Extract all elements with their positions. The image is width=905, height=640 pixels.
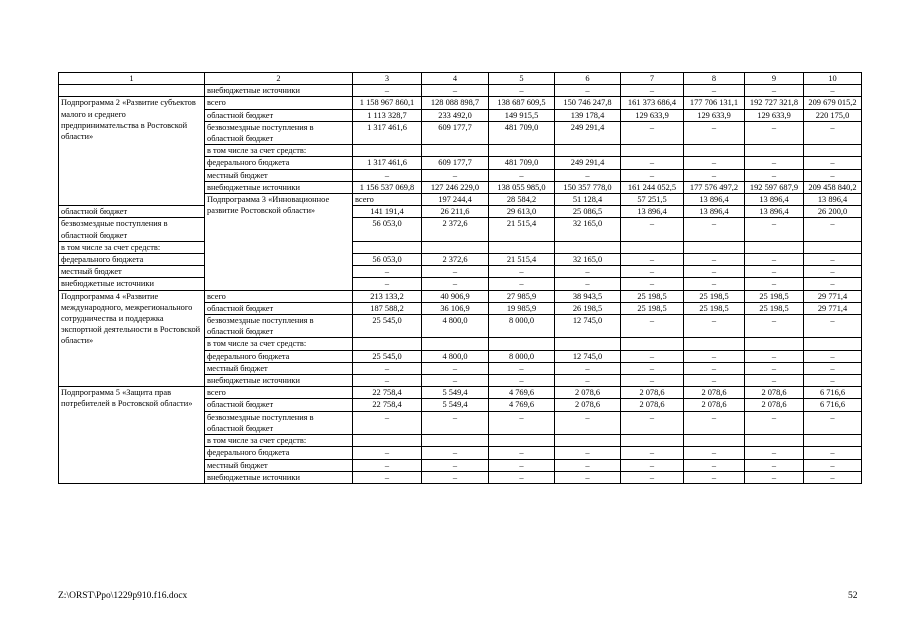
value-cell: 19 985,9 — [489, 302, 555, 314]
funding-source: безвозмездные поступления в областной бюджет — [59, 218, 205, 241]
value-cell: – — [621, 266, 684, 278]
funding-source: безвозмездные поступления в областной бюджет — [205, 121, 353, 144]
value-cell: 1 156 537 069,8 — [353, 181, 422, 193]
value-cell: – — [353, 375, 422, 387]
value-cell: – — [684, 218, 745, 241]
value-cell: – — [621, 350, 684, 362]
value-cell — [489, 145, 555, 157]
value-cell: – — [684, 350, 745, 362]
value-cell: 4 769,6 — [489, 399, 555, 411]
value-cell: 32 165,0 — [555, 254, 621, 266]
value-cell: 4 800,0 — [422, 350, 489, 362]
header-cell: 5 — [489, 73, 555, 85]
value-cell: – — [555, 471, 621, 483]
value-cell — [422, 241, 489, 253]
value-cell: – — [745, 121, 804, 144]
value-cell: 2 078,6 — [555, 387, 621, 399]
value-cell: – — [804, 362, 862, 374]
table-row — [59, 387, 862, 399]
value-cell: – — [684, 266, 745, 278]
funding-source: внебюджетные источники — [205, 85, 353, 97]
value-cell: 6 716,6 — [804, 399, 862, 411]
value-cell: – — [684, 169, 745, 181]
value-cell: 1 317 461,6 — [353, 121, 422, 144]
value-cell — [621, 435, 684, 447]
value-cell: – — [745, 375, 804, 387]
value-cell: 233 492,0 — [422, 109, 489, 121]
value-cell: 249 291,4 — [555, 157, 621, 169]
value-cell: – — [422, 169, 489, 181]
value-cell — [745, 145, 804, 157]
value-cell: – — [804, 121, 862, 144]
value-cell: – — [621, 157, 684, 169]
table-row — [59, 206, 862, 218]
value-cell: – — [422, 471, 489, 483]
funding-source: всего — [205, 290, 353, 302]
value-cell: 25 086,5 — [555, 206, 621, 218]
value-cell: 609 177,7 — [422, 157, 489, 169]
value-cell: – — [745, 85, 804, 97]
value-cell: – — [422, 411, 489, 434]
header-cell: 9 — [745, 73, 804, 85]
value-cell: 29 771,4 — [804, 302, 862, 314]
value-cell: – — [621, 218, 684, 241]
value-cell: – — [422, 459, 489, 471]
value-cell: 220 175,0 — [804, 109, 862, 121]
value-cell: 141 191,4 — [353, 206, 422, 218]
value-cell: 609 177,7 — [422, 121, 489, 144]
value-cell: 129 633,9 — [745, 109, 804, 121]
table-row — [59, 290, 862, 302]
value-cell: – — [422, 278, 489, 290]
value-cell: – — [555, 169, 621, 181]
funding-source: в том числе за счет средств: — [205, 338, 353, 350]
header-cell: 6 — [555, 73, 621, 85]
value-cell: 1 317 461,6 — [353, 157, 422, 169]
value-cell — [422, 145, 489, 157]
value-cell: 161 373 686,4 — [621, 97, 684, 109]
value-cell: 209 679 015,2 — [804, 97, 862, 109]
value-cell: 2 372,6 — [422, 218, 489, 241]
value-cell: 13 896,4 — [804, 194, 862, 206]
value-cell: – — [555, 278, 621, 290]
table-row — [59, 85, 862, 97]
value-cell: 4 800,0 — [422, 315, 489, 338]
value-cell: 2 078,6 — [621, 399, 684, 411]
table-row — [59, 266, 862, 278]
value-cell: – — [422, 375, 489, 387]
program-name: Подпрограмма 2 «Развитие субъектов малого и среднего предпринимательства в Ростовской области» — [59, 97, 205, 206]
value-cell: – — [804, 471, 862, 483]
value-cell: 138 687 609,5 — [489, 97, 555, 109]
value-cell: – — [621, 375, 684, 387]
value-cell: – — [621, 278, 684, 290]
value-cell: – — [745, 169, 804, 181]
value-cell: – — [684, 471, 745, 483]
funding-source: всего — [205, 97, 353, 109]
value-cell: – — [804, 254, 862, 266]
value-cell — [353, 145, 422, 157]
value-cell: 249 291,4 — [555, 121, 621, 144]
value-cell: 57 251,5 — [621, 194, 684, 206]
value-cell: – — [804, 218, 862, 241]
value-cell: – — [745, 459, 804, 471]
value-cell: 5 549,4 — [422, 399, 489, 411]
value-cell: – — [684, 362, 745, 374]
value-cell: – — [353, 278, 422, 290]
value-cell: 192 727 321,8 — [745, 97, 804, 109]
value-cell: 213 133,2 — [353, 290, 422, 302]
value-cell: – — [804, 350, 862, 362]
value-cell: 127 246 229,0 — [422, 181, 489, 193]
value-cell: 150 357 778,0 — [555, 181, 621, 193]
value-cell: – — [489, 85, 555, 97]
value-cell: – — [684, 411, 745, 434]
funding-source: областной бюджет — [205, 302, 353, 314]
value-cell: – — [745, 157, 804, 169]
value-cell — [684, 241, 745, 253]
value-cell: 29 613,0 — [489, 206, 555, 218]
header-cell: 1 — [59, 73, 205, 85]
value-cell: – — [684, 85, 745, 97]
value-cell: – — [621, 254, 684, 266]
program-name: Подпрограмма 3 «Инновационное развитие Ростовской области» — [205, 194, 353, 291]
value-cell — [804, 338, 862, 350]
value-cell: – — [555, 266, 621, 278]
funding-source: в том числе за счет средств: — [205, 145, 353, 157]
value-cell: 29 771,4 — [804, 290, 862, 302]
header-cell: 4 — [422, 73, 489, 85]
value-cell — [804, 145, 862, 157]
value-cell — [489, 435, 555, 447]
value-cell: – — [489, 266, 555, 278]
value-cell: – — [684, 278, 745, 290]
value-cell: 56 053,0 — [353, 218, 422, 241]
value-cell — [684, 145, 745, 157]
value-cell — [621, 145, 684, 157]
value-cell: – — [353, 266, 422, 278]
value-cell: – — [684, 121, 745, 144]
value-cell: 1 158 967 860,1 — [353, 97, 422, 109]
value-cell: – — [804, 85, 862, 97]
value-cell: – — [745, 471, 804, 483]
value-cell: 138 055 985,0 — [489, 181, 555, 193]
value-cell: – — [684, 459, 745, 471]
funding-source: областной бюджет — [205, 399, 353, 411]
value-cell: 13 896,4 — [621, 206, 684, 218]
value-cell: – — [353, 85, 422, 97]
value-cell: – — [804, 375, 862, 387]
value-cell: 21 515,4 — [489, 218, 555, 241]
value-cell: – — [555, 447, 621, 459]
value-cell: – — [745, 362, 804, 374]
value-cell — [684, 435, 745, 447]
value-cell: – — [555, 411, 621, 434]
budget-table — [58, 72, 862, 484]
value-cell: 13 896,4 — [745, 206, 804, 218]
funding-source: областной бюджет — [205, 109, 353, 121]
value-cell: – — [804, 447, 862, 459]
funding-source: местный бюджет — [205, 459, 353, 471]
value-cell — [353, 241, 422, 253]
value-cell: 32 165,0 — [555, 218, 621, 241]
value-cell: 128 088 898,7 — [422, 97, 489, 109]
funding-source: внебюджетные источники — [205, 471, 353, 483]
header-row — [59, 73, 862, 85]
program-cell-empty — [59, 85, 205, 97]
funding-source: местный бюджет — [59, 266, 205, 278]
value-cell: – — [745, 350, 804, 362]
value-cell: – — [684, 375, 745, 387]
value-cell: 26 200,0 — [804, 206, 862, 218]
value-cell: – — [422, 85, 489, 97]
value-cell: 5 549,4 — [422, 387, 489, 399]
value-cell: – — [621, 447, 684, 459]
value-cell: 26 198,5 — [555, 302, 621, 314]
value-cell: – — [621, 169, 684, 181]
table-row — [59, 241, 862, 253]
value-cell: 2 078,6 — [684, 387, 745, 399]
value-cell — [804, 241, 862, 253]
value-cell: – — [555, 459, 621, 471]
value-cell — [621, 338, 684, 350]
value-cell: 197 244,4 — [422, 194, 489, 206]
funding-source: безвозмездные поступления в областной бюджет — [205, 315, 353, 338]
value-cell: 56 053,0 — [353, 254, 422, 266]
value-cell: – — [804, 266, 862, 278]
value-cell: 1 113 328,7 — [353, 109, 422, 121]
funding-source: местный бюджет — [205, 169, 353, 181]
value-cell: 481 709,0 — [489, 121, 555, 144]
value-cell — [555, 338, 621, 350]
value-cell: 21 515,4 — [489, 254, 555, 266]
program-name: Подпрограмма 5 «Защита прав потребителей в Ростовской области» — [59, 387, 205, 484]
value-cell: – — [621, 362, 684, 374]
value-cell: 36 106,9 — [422, 302, 489, 314]
value-cell: 2 078,6 — [684, 399, 745, 411]
value-cell: – — [353, 362, 422, 374]
funding-source: в том числе за счет средств: — [205, 435, 353, 447]
program-name: Подпрограмма 4 «Развитие международного, межрегионального сотрудничества и поддержка экспортной деятельности в Ростовской области» — [59, 290, 205, 387]
value-cell: – — [422, 266, 489, 278]
value-cell — [745, 338, 804, 350]
value-cell: 4 769,6 — [489, 387, 555, 399]
value-cell: 6 716,6 — [804, 387, 862, 399]
value-cell: 25 198,5 — [684, 302, 745, 314]
value-cell: 8 000,0 — [489, 315, 555, 338]
value-cell: – — [804, 459, 862, 471]
value-cell: – — [489, 459, 555, 471]
value-cell: 177 576 497,2 — [684, 181, 745, 193]
value-cell: – — [745, 447, 804, 459]
value-cell: – — [489, 471, 555, 483]
value-cell: 38 943,5 — [555, 290, 621, 302]
value-cell: 25 198,5 — [621, 290, 684, 302]
value-cell: – — [745, 218, 804, 241]
header-cell: 7 — [621, 73, 684, 85]
value-cell: 51 128,4 — [555, 194, 621, 206]
value-cell — [745, 241, 804, 253]
value-cell — [422, 338, 489, 350]
header-cell: 3 — [353, 73, 422, 85]
value-cell: 25 545,0 — [353, 350, 422, 362]
value-cell: 12 745,0 — [555, 350, 621, 362]
value-cell: – — [745, 266, 804, 278]
value-cell: – — [684, 157, 745, 169]
value-cell: – — [489, 362, 555, 374]
value-cell — [353, 338, 422, 350]
value-cell — [489, 338, 555, 350]
value-cell: – — [745, 411, 804, 434]
table-row — [59, 278, 862, 290]
value-cell — [555, 145, 621, 157]
funding-source: всего — [205, 387, 353, 399]
value-cell: – — [353, 169, 422, 181]
value-cell: – — [621, 315, 684, 338]
value-cell: 22 758,4 — [353, 387, 422, 399]
funding-source: в том числе за счет средств: — [59, 241, 205, 253]
value-cell: 2 372,6 — [422, 254, 489, 266]
value-cell: 481 709,0 — [489, 157, 555, 169]
value-cell: 129 633,9 — [684, 109, 745, 121]
footer-file-path: Z:\ORST\Ppo\1229p910.f16.docx — [58, 591, 188, 601]
value-cell: – — [422, 362, 489, 374]
value-cell: 25 198,5 — [621, 302, 684, 314]
value-cell: 209 458 840,2 — [804, 181, 862, 193]
value-cell: 129 633,9 — [621, 109, 684, 121]
value-cell: – — [621, 121, 684, 144]
value-cell: – — [804, 278, 862, 290]
value-cell — [353, 435, 422, 447]
value-cell: – — [353, 411, 422, 434]
value-cell: – — [804, 315, 862, 338]
value-cell: – — [489, 411, 555, 434]
value-cell — [621, 241, 684, 253]
value-cell — [684, 338, 745, 350]
value-cell: 13 896,4 — [745, 194, 804, 206]
value-cell: – — [621, 459, 684, 471]
value-cell: – — [804, 169, 862, 181]
footer-page-number: 52 — [848, 591, 858, 601]
funding-source: внебюджетные источники — [59, 278, 205, 290]
value-cell: 25 545,0 — [353, 315, 422, 338]
value-cell: 2 078,6 — [745, 387, 804, 399]
value-cell — [804, 435, 862, 447]
value-cell: – — [804, 411, 862, 434]
table-row — [59, 97, 862, 109]
value-cell: 177 706 131,1 — [684, 97, 745, 109]
value-cell: 2 078,6 — [555, 399, 621, 411]
value-cell: 25 198,5 — [745, 290, 804, 302]
value-cell: – — [745, 315, 804, 338]
value-cell: 22 758,4 — [353, 399, 422, 411]
value-cell: – — [745, 278, 804, 290]
table-row — [59, 254, 862, 266]
value-cell: – — [555, 375, 621, 387]
value-cell: 26 211,6 — [422, 206, 489, 218]
funding-source: всего — [353, 194, 422, 206]
value-cell — [555, 241, 621, 253]
funding-source: федерального бюджета — [205, 350, 353, 362]
funding-source: внебюджетные источники — [205, 375, 353, 387]
header-cell: 8 — [684, 73, 745, 85]
value-cell: 13 896,4 — [684, 206, 745, 218]
value-cell: 150 746 247,8 — [555, 97, 621, 109]
value-cell: 25 198,5 — [684, 290, 745, 302]
value-cell: 28 584,2 — [489, 194, 555, 206]
value-cell: – — [621, 85, 684, 97]
header-cell: 2 — [205, 73, 353, 85]
value-cell — [489, 241, 555, 253]
value-cell — [555, 435, 621, 447]
value-cell: – — [489, 447, 555, 459]
funding-source: федерального бюджета — [59, 254, 205, 266]
header-cell: 10 — [804, 73, 862, 85]
value-cell: – — [353, 447, 422, 459]
value-cell: – — [422, 447, 489, 459]
value-cell: 13 896,4 — [684, 194, 745, 206]
value-cell: – — [489, 375, 555, 387]
value-cell: 27 985,9 — [489, 290, 555, 302]
value-cell: 2 078,6 — [745, 399, 804, 411]
value-cell: – — [353, 459, 422, 471]
value-cell: 139 178,4 — [555, 109, 621, 121]
value-cell: 161 244 052,5 — [621, 181, 684, 193]
value-cell: – — [621, 411, 684, 434]
funding-source: федерального бюджета — [205, 157, 353, 169]
funding-source: безвозмездные поступления в областной бюджет — [205, 411, 353, 434]
value-cell: – — [353, 471, 422, 483]
value-cell: – — [621, 471, 684, 483]
value-cell — [422, 435, 489, 447]
value-cell: 2 078,6 — [621, 387, 684, 399]
value-cell: – — [555, 362, 621, 374]
value-cell: 149 915,5 — [489, 109, 555, 121]
value-cell: – — [489, 278, 555, 290]
value-cell: 187 588,2 — [353, 302, 422, 314]
table-row — [59, 218, 862, 241]
value-cell: 25 198,5 — [745, 302, 804, 314]
value-cell: 12 745,0 — [555, 315, 621, 338]
value-cell: 8 000,0 — [489, 350, 555, 362]
value-cell: – — [745, 254, 804, 266]
value-cell: – — [489, 169, 555, 181]
funding-source: внебюджетные источники — [205, 181, 353, 193]
value-cell: – — [684, 447, 745, 459]
value-cell: 40 906,9 — [422, 290, 489, 302]
value-cell: – — [555, 85, 621, 97]
value-cell: – — [804, 157, 862, 169]
value-cell — [745, 435, 804, 447]
value-cell: – — [684, 315, 745, 338]
value-cell: 192 597 687,9 — [745, 181, 804, 193]
funding-source: областной бюджет — [59, 206, 205, 218]
funding-source: местный бюджет — [205, 362, 353, 374]
funding-source: федерального бюджета — [205, 447, 353, 459]
value-cell: – — [684, 254, 745, 266]
